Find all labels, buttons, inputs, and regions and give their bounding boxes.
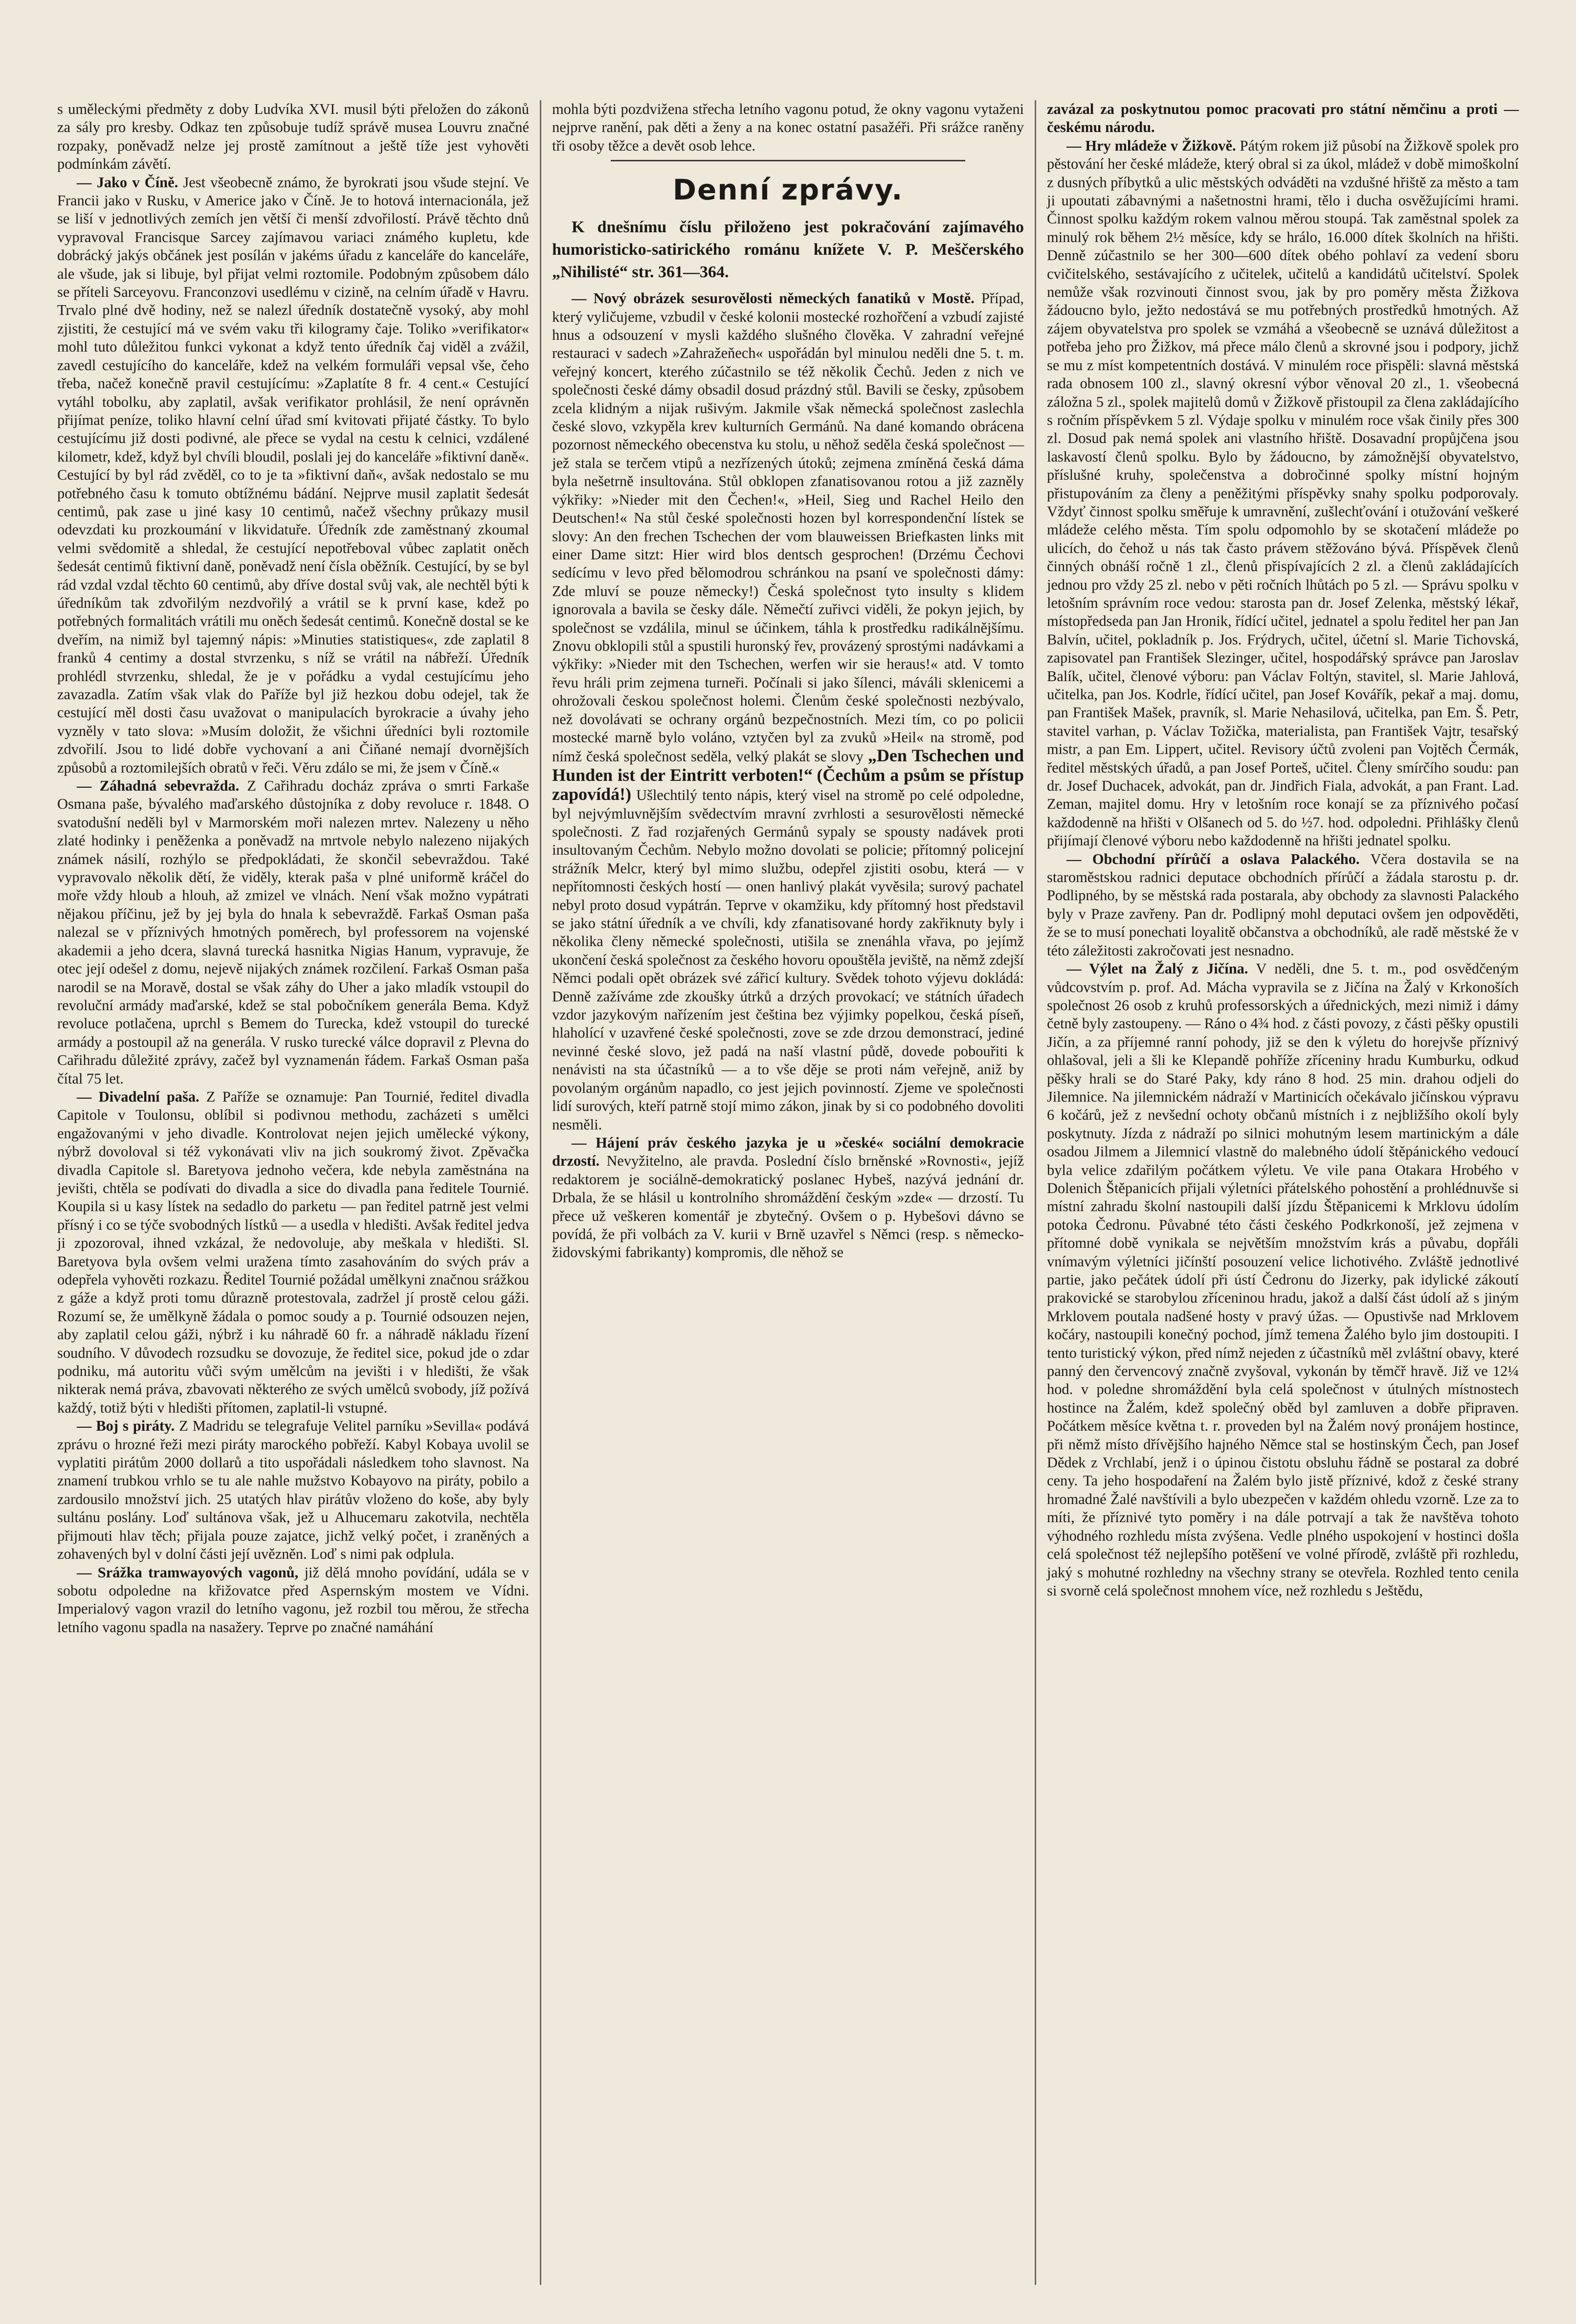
article-paragraph: s uměleckými předměty z doby Ludvíka XVI. musil býti přeložen do zákonů za sály pro kresby. Odkaz ten způsobuje tudíž správě musea Louvru značné rozpaky, poněvadž nelze jej prostě zamítnout a ještě tíže jest vyhověti podmínkám závětí. — [57, 101, 529, 173]
divider — [611, 160, 965, 161]
columns — [46, 100, 1530, 2285]
article-body: Včera dostavila se na staroměstskou radnici deputace obchodních přírůčí a žádala starostu p. dr. Podlipného, by se městská rada postarala, aby obchody za slavnosti Palackého byly v Praze zavřeny. Pan dr. Podlipný mohl deputaci ovšem jen odpověděti, že se to musí ponechati loyalitě občanstva a obchodníků, ale radě městské že v této záležitosti zakročovati jest nesnadno. — [1047, 850, 1519, 959]
article-paragraph — [552, 1134, 1024, 1262]
article-heading: — Záhadná sebevražda. — [77, 777, 240, 795]
article-paragraph — [57, 1088, 529, 1417]
section-title: Denní zprávy. — [672, 173, 904, 207]
placard-translation: (Čechům a psům se přístup zapovídá!) — [552, 765, 1024, 804]
column-3 — [1035, 100, 1530, 2285]
article-body: již dělá mnoho povídání, udála se v sobotu odpoledne na křižovatce před Aspernským mostem ve Vídni. Imperialový vagon vrazil do letního vagonu, jež rozbil tou měrou, že střecha letního vagonu spadla na nasažery. Teprve po značné namáhání — [57, 1564, 529, 1636]
article-paragraph — [1047, 850, 1519, 960]
article-body: Z Cařihradu docház zpráva o smrti Farkaše Osmana paše, bývalého maďarského důstojníka z doby revoluce r. 1848. O svatodušní neděli byl v Marmorském moři nalezen mrtev. Nalezeny u něho zlaté hodinky i peněženka a poněvadž na mrtvole nebylo nalezeno nijakých známek násilí, rozhýlo se předpokládati, že skončil sebevraždou. Také vypravovalo několik dětí, že viděly, kterak paša v plné uniformě kráčel do moře vždy hloub a hlouh, až zmizel ve vlnách. Není však možno vypátrati nějakou příčinu, jež by jej byla do hnala k sebevraždě. Farkaš Osman paša nalezal se v příznivých hmotných poměrech, byl professorem na vojenské akademii a jeho dcera, slavná turecká hasnitka Nigias Hanum, vypravuje, že otec její odešel z domu, nejevě nijakých známek rozčilení. Farkaš Osman paša narodil se na Moravě, dostal se však záhy do Uher a jako mladík vstoupil do revoluční armády maďarské, kdež se stal pobočníkem generála Bema. Když revoluce potlačena, uprchl s Bemem do Turecka, kdež vstoupil do turecké armády a postoupil až na generála. V rusko turecké válce dopravil z Plevna do Cařihradu důležité zprávy, začež byl vyznamenán řádem. Farkaš Osman paša čítal 75 let. — [57, 777, 529, 1087]
article-body: Pátým rokem již působí na Žižkově spolek pro pěstování her české mládeže, který obral si za úkol, mládež v době mimoškolní z dusných příbytků a ulic městských odváděti na vzdušné hřiště za město a tam ji upoutati zábavnými a našetnostni hrami, tělo i ducha osvěžujícími hrami. Činnost spolku každým rokem valnou měrou stoupá. Tak zaměstnal spolek za minulý rok během 2½ měsíce, kdy se hrálo, 16.000 dítek školních na hřišti. Denně zúčastnilo se her 300—600 dítek obého pohlaví za vedení sboru cvičitelského, sestávajícího z učitelek, učitelů a kandidátů učitelství. Spolek nemůže však rozvinouti činnost svou, jak by pro poměry města Žižkova žádoucno bylo, ježto nedostává se mu potřebných prostředků hmotných. Až zájem obyvatelstva pro spolek se vzmáhá a všeobecně se uznává důležitost a potřeba jeho pro Žižkov, má přece málo členů a skrovné jsou i podpory, jichž se mu z míst kompetentních dostává. V minulém roce přispěli: slavná městská rada obnosem 100 zl., slavný okresní výbor věnoval 20 zl., 1. všeobecná záložna 5 zl., spolek majitelů domů v Žižkově přistoupil za člena zakládajícího s ročním příspěvkem 5 zl. Výdaje spolku v minulém roce však činily přes 300 zl. Dosud pak nemá spolek ani vlastního hřiště. Dosavadní propůjčena jsou laskavostí členů spolku. Bylo by žádoucno, by zámožnější obyvatelstvo, příslušné kruhy, společenstva a dobročinné spolky místní hojným přistupováním za členy a peněžitými příspěvky snahy spolku podporovaly. Vždyť činnost spolku směřuje k umravnění, zušlechťování i otužování veškeré mládeže celého města. Tím spolu odpomohlo by se skotačení mládeže po ulicích, do čehož u nás tak často právem stěžováno bývá. Příspěvek členů činných obnáší ročně 1 zl., členů přispívajících 2 zl. a členů zakládajících jednou pro vždy 25 zl. nebo v pěti ročních lhůtách po 5 zl. — Správu spolku v letošním správním roce vedou: starosta pan dr. Josef Zelenka, městský lékař, místopředseda pan Jan Hronik, řídící učitel, jednatel a spolu ředitel her pan Jan Balvín, učitel, pokladník p. Jos. Frýdrych, učitel, účetní sl. Marie Tichovská, zapisovatel pan František Slezinger, učitel, hospodářský správce pan Jaroslav Balík, učitel, členové výboru: pan Václav Foltýn, stavitel, sl. Marie Jahlová, učitelka, pan Jos. Kodrle, řídící učitel, pan Josef Kovářík, pekař a maj. domu, pan František Mašek, pravník, sl. Marie Nehasilová, učitelka, pan Em. Š. Petr, stavitel varhan, p. Václav Tožička, materialista, pan František Vajtr, tesařský mistr, a pan Em. Lippert, učitel. Revisory účtů zvoleni pan Vojtěch Čermák, ředitel městských úřadů, a pan Josef Porteš, učitel. Členy smírčího soudu: pan dr. Josef Duchacek, advokát, pan dr. Jindřich Fiala, advokát, a pan Frant. Lad. Zeman, majitel domu. Hry v letošním roce konají se za příznivého počasí každodenně na hřišti v Olšanech od 5. do ½7. hod. odpoledni. Přihlášky členů přijímají členové výboru nebo každodenně na hřišti jednatel spolku. — [1047, 137, 1519, 849]
article-paragraph — [57, 777, 529, 1088]
article-heading: — Hájení práv českého jazyka je u »české« sociální demokracie drzostí. — [552, 1134, 1024, 1170]
article-body: V neděli, dne 5. t. m., pod osvědčeným vůdcovstvím p. prof. Ad. Mácha vypravila se z Jičína na Žalý v Krkonoších společnost 26 osob z kruhů professorských a úřednických, mezi nimiž i dámy četně byly zastoupeny. — Ráno o 4¾ hod. z části povozy, z části pěšky opustili Jičín, a za příjemné ranní pohody, již se den k výletu do horejvše příznivý ohlašoval, jeli a šli ke Klepandě pohříže zříceniny hradu Kumburku, odkud pěšky hrali se do Staré Paky, kdy ráno 8 hod. 25 min. drahou odjeli do Jilemnice. Na jilemnickém nádraží v Martinicích očekávalo jičínskou výpravu 6 kočárů, jež z nevšední ochoty občanů místních i z nejbližšího okolí byly poskytnuty. Jízda z nádraží po silnici mohutným lesem martinickým a dále osadou Jilmem a Jilemnicí vlastně do malebného údolí štěpánického vedoucí byla velice zdařilým počátkem výletu. Ve vile pana Otakara Hrobého v Dolenich Štěpanicích přijali výletníci přátelského pohostění a prohlédnuvše si místní zahradu školní nastoupili další jízdu Štěpanicemi k Mrklovu údolím potoka Čedronu. Půvabné této části českého Podkrkonoší, jež zejmena v přítomné době vynikala se největším množstvím krás a půvabu, dopřáli vnímavým výletníci jičínští posouzení velice lichotivého. Zvláště jednotlivé partie, jako pečátek údolí při ústí Čedronu do Jizerky, pak idylické zákoutí prakovické se starobylou zříceninou hradu, jakož a další část údolí až s jiným Mrklovem poutala nadšené hosty v pravý úžas. — Opustivše nad Mrklovem kočáry, nastoupili konečný pochod, jímž temena Žalého bylo jim dostoupiti. I tento turistický výkon, před nímž nejeden z účastníků měl zvláštní obavy, které panný den červencový značně zvyšoval, vykonán by těmčř hravě. Již ve 12¼ hod. v poledne shromáždění byla celá společnost v útulných místnostech hostince na Žalém, kdež společný oběd byl zamluven a dobře připraven. Počátkem měsíce května t. r. proveden byl na Žalém nový pronájem hostince, při němž místo dřívějšího hajného Němce stal se hostinským Čech, pan Josef Dědek z Vrchlabí, jenž i o úpinou čistotu obsluhu řádně se postaral za dobré ceny. Ta jeho hospodaření na Žalém bylo jistě příznivé, kdož z české strany hromadné Žalé navštívili a bylo ubezpečen v každém ohledu vzorně. Lze za to míti, že příznivé tyto poměry i na dále potrvají a tak že navštěva tohoto výhodného rozhledu místa zvýšena. Vedle plného uspokojení v hostinci došla celá společnost též nejlepšího potěšení ve volné přírodě, zvláště při rozhledu, jaký s mohutné rozhledny na všechny strany se otevřela. Rozhled tento cenila si svorně celá společnost mnohem více, než rozhledu s Ještědu, — [1047, 960, 1519, 1599]
article-body: Ušlechtilý tento nápis, který visel na stromě po celé odpoledne, byl nejvýmluvnějším svědectvím mravní zvrhlosti a sesurovělosti německé společnosti. Z řad rozjařených Germánů sypaly se spousty nadávek proti insultovaným Čechům. Nebylo možno dovolati se policie; přítomný policejní strážník Melcr, který byl mimo službu, odepřel zjistiti osobu, která — v nepřítomnosti českých hostí — onen hanlivý plakát vyvěsila; surový pachatel nebyl proto dosud vypátrán. Teprve v okamžiku, kdy přítomný host představil se jako státní úředník a ve chvíli, kdy zfanatisované hordy zakřiknuty byly i několika členy německé společnosti, utišila se znenáhla vřava, po jejímž ukončení česká společnost za českého hovoru opouštěla jeviště, na němž zdejší Němci podali opět obrázek své zářicí kultury. Svědek tohoto výjevu dokládá: Denně zažíváme zde zkoušky útrků a drzých provokací; ve státních úřadech vzdor jazykovým nařízením jest čeština bez výjimky popelkou, česká píseň, hlaholící v uzavřené české společnosti, zove se zde drzou demonstrací, jediné nevinné české slovo, jež padá na naší vlastní půdě, dovede pobouřiti k nenávisti na sta účastníků — a to vše děje se proti nám veřejně, aniž by povolaným orgánům napadlo, co jest jejich povinností. Zjeme ve společnosti lidí surových, kteří patrně stojí mimo zákon, jinak by si co podobného dovoliti nesměli. — [552, 787, 1024, 1133]
article-paragraph — [1047, 960, 1519, 1600]
article-heading: — Obchodní přírůčí a oslava Palackého. — [1066, 850, 1360, 867]
article-paragraph — [57, 174, 529, 777]
article-paragraph: mohla býti pozdvižena střecha letního vagonu potud, že okny vagonu vytaženi nejprve ranění, pak děti a ženy a na konec ostatní pasažéři. Při srážce raněny tři osoby těžce a devět osob lehce. — [552, 101, 1024, 154]
article-paragraph — [552, 289, 1024, 1134]
article-body: Jest všeobecně známo, že byrokrati jsou všude stejní. Ve Francii jako v Rusku, v Americe jako v Číně. Je to hotová internacionála, jež se liší v jednotlivých zemích jen větší či menší zdvořilostí. Právě těchto dnů vypravoval Francisque Sarcey zajímavou variaci známého kupletu, kde dobrácký jakýs občánek jest posílán v jakéms úřadu z kanceláře do kanceláře, ale všude, jak si libuje, byl přijat velmi roztomile. Podobným způsobem dálo se příteli Sarceyovu. Franconzovi usedlému v cizině, na celním úřadě v Havru. Trvalo plné dvě hodiny, než se nalezl úředník dostatečně vysoký, aby mohl zjistiti, že cestující má ve svém vaku tři kilogramy čaje. Toliko »verifikator« mohl tuto důležitou funkci vykonat a když tento úředník čaj viděl a zvážil, zavedl cestujícího do kanceláře, kdež na velkém formuláři vepsal vše, čeho třeba, načež konečně pravil cestujícímu: »Zaplatíte 8 fr. 4 cent.« Cestující vytáhl tobolku, aby zaplatil, avšak verifikator prohlásil, že není oprávněn přijímat peníze, toliko hlavní celní úřad smí kvitovati přijaté částky. To bylo cestujícímu již dosti podivné, ale přece se vydal na cestu k celnici, vzdálené kilometr, kdež, když byl chvíli bloudil, poslali jej do kanceláře »fiktivní daně«. Cestující by byl rád zvěděl, co to je ta »fiktivní daň«, avšak nedostalo se mu potřebného času k tomuto obtížnému bádání. Nejprve musil zaplatit šedesát centimů, pak zase u jiné kasy 10 centimů, načež všechny průkazy musil odevzdati ku prozkoumání v likvidatuře. Úředník zde zaměstnaný zkoumal velmi svědomitě a shledal, že cestující nepotřeboval vůbec zaplatit oněch šedesát centimů fiktivní daně, poněvadž není čísla oběžník. Cestující, by se byl rád vzdal vzdal těchto 60 centimů, aby dříve dostal svůj vak, ale nechtěl býti k úředníkům tak zdvořilým nezdvořilý a vrátil se k první kase, kdež po potřebných formalitách vrátili mu oněch šedesát centimů. Konečně dostal se ke dveřím, na nimiž byl tajemný nápis: »Minuties statistiques«, zde zaplatil 8 franků 4 centimy a dostal stvrzenku, s níž se vrátil na nábřeží. Úředník prohlédl stvrzenku, shledal, že je v pořádku a vydal cestujícímu jeho zavazadla. Zatím však vlak do Paříže byl již hezkou dobu odejel, tak že cestující měl dosti času uvažovat o manipulacích byrokracie a úvahy jeho vyzněly v tato slova: »Musím doložit, že všichni úředníci byli roztomile zdvořilí. Jsou to lidé dobře vychovaní a ani Čiňané nemají dvornějších způsobů a roztomilejších obratů v řeči. Věru zdálo se mi, že jsem v Číně.« — [57, 174, 529, 776]
article-body: Z Madridu se telegrafuje Velitel parníku »Sevilla« podává zprávu o hrozné řeži mezi piráty marockého pobřeží. Kabyl Kobaya uvolil se vyplatiti pirátům 2000 dollarů a tito uspořádali následkem toho slavnost. Na znamení trubkou vrhlo se tu ale nahle mužstvo Kobayovo na piráty, pobilo a zardousilo množství jich. 25 utatých hlav pirátův vloženo do koše, aby byly sultánu poslány. Loď sultánova však, jež u Alhucemaru zakotvila, nechtěla přijmouti hlav těch; přijala pouze zajatce, jichž velký počet, i zraněných a zohavených byl v dolní části její uvězněn. Loď s nimi pak odplula. — [57, 1417, 529, 1563]
article-heading: — Srážka tramwayových vagonů, — [77, 1564, 299, 1581]
article-paragraph: zavázal za poskytnutou pomoc pracovati pro státní němčinu a proti — českému národu. — [1047, 101, 1519, 136]
article-paragraph — [57, 1564, 529, 1637]
article-heading: — Nový obrázek sesurovělosti německých fanatiků v Mostě. — [572, 290, 975, 307]
article-body: Nevyžitelno, ale pravda. Poslední číslo brněnské »Rovnosti«, jejíž redaktorem je sociálně-demokratický poslanec Hybeš, nazývá jednání dr. Drbala, že se hlásil u kontrolního shromáždění českým »zde« — drzostí. Tu přece už veškeren komentář je zbytečný. Ovšem o p. Hybešovi dávno se povídá, že při volbách za V. kurii v Brně uzavřel s Němci (resp. s německo-židovskými fabrikanty) kompromis, dle něhož se — [552, 1152, 1024, 1261]
supplement-notice: K dnešnímu číslu přiloženo jest pokračování zajímavého humoristicko-satirického románu knížete V. P. Meščerského „Nihilisté“ str. 361—364. — [552, 218, 1024, 282]
placard-text: „Den Tschechen und Hunden ist der Eintritt verboten!“ — [552, 746, 1024, 785]
column-1 — [46, 100, 540, 2285]
article-heading: — Jako v Číně. — [77, 174, 178, 191]
article-heading: — Výlet na Žalý z Jičína. — [1066, 960, 1248, 977]
article-paragraph — [57, 1417, 529, 1563]
article-heading: — Boj s piráty. — [77, 1417, 175, 1435]
article-body: Případ, který vyličujeme, vzbudil v české kolonii mostecké rozhořčení a vzbudí zajisté hnus a odsouzení v mysli každého slušného člověka. V zahradní veřejné restauraci v sadech »Zahražeňech« uspořádán byl minulou neděli dne 5. t. m. veřejný koncert, kterého zúčastnilo se též několik Čechů. Jeden z nich ve společnosti české dámy obsadil dosud prázdný stůl. Bavili se česky, způsobem zcela klidným a nijak rušivým. Jakmile však německá společnost zaslechla české slovo, vzkypěla krev kulturních Germánů. Na dané komando obrácena pozornost německého obecenstva ku stolu, u něhož seděla česká společnost — jež stala se terčem vtipů a nezřízených útoků; zejmena zmíněná česká dáma byla nešetrně insultována. Stůl obklopen zfanatisovanou rotou a již zazněly výkřiky: »Nieder mit den Čechen!«, »Heil, Sieg und Rachel Heilo den Deutschen!« Na stůl české společnosti hozen byl korrespondenční lístek se slovy: An den frechen Tschechen der vom blauweissen Briefkasten links mit einer Dame sitzt: Hier wird blos dentsch gesprochen! (Drzému Čechovi sedícímu v levo před bělomodrou schránkou na psaní ve společnosti dámy: Zde mluví se pouze německy!) Česká společnost tyto insulty s klidem ignorovala a bavila se česky dále. Němečtí zuřivci viděli, že pokyn jejich, by společnost se vzdálila, minul se účinkem, táhla k prostředku radikálnějšímu. Znovu obklopili stůl a spustili huronský řev, provázený sprostými nadávkami a výkřiky: »Nieder mit den Tschechen, werfen wir sie heraus!« atd. V tomto řevu hráli prim zejmena turneři. Počínali si jako šílenci, máváli sklenicemi a ohrožovali českou společnost holemi. Členům české společnosti nezbývalo, než dovolávati se ochrany orgánů bezpečnostních. Mezi tím, co po policii mostecké marně bylo voláno, vztyčen byl za zvuků »Heil« na stromě, pod nímž česká společnost seděla, velký plakát se slovy — [552, 290, 1024, 765]
article-heading: — Hry mládeže v Žižkově. — [1066, 137, 1236, 154]
article-heading: — Divadelní paša. — [77, 1088, 200, 1105]
column-2 — [540, 100, 1035, 2285]
article-paragraph — [1047, 137, 1519, 850]
article-body: Z Paříže se oznamuje: Pan Tournié, ředitel divadla Capitole v Toulonsu, oblíbil si podivnou methodu, zacházeti s umělci engažovanými v jeho divadle. Kontrolovat nejen jejich umělecké výkony, nýbrž dovoloval si též vykonávati vliv na jich soukromý život. Zpěvačka divadla Capitole sl. Baretyova jednoho večera, kde nebyla zaměstnána na jevišti, chtěla se podívati do divadla a sice do divadla pana ředitele Tournié. Koupila si u kasy lístek na sedadlo do parketu — pan ředitel patrně jest velmi přísný i co se týče svobodných lístků — a usedla v hledišti. Avšak ředitel jedva ji zpozoroval, ihned vzkázal, že nedovoluje, aby meškala v hledišti. Sl. Baretyova byla ovšem velmi uražena tímto zasahováním do svých práv a odepřela vyhověti rozkazu. Ředitel Tournié požádal umělkyni značnou srážkou z gáže a když proti tomu důrazně protestovala, zadržel jí prostě celou gáži. Rozumí se, že umělkyně žádala o pomoc soudy a p. Tournié odsouzen nejen, aby zaplatil celou gáži, nýbrž i ku náhradě 60 fr. a náhradě nákladu řízení soudního. V důvodech rozsudku se dovozuje, že ředitel sice, pokud jde o zdar podniku, má autoritu vůči svým umělcům na jevišti i v hledišti, že však nikterak nemá práva, zbavovati některého ze svých umělců svobody, jíž požívá každý, totiž býti v hledišti přítomen, zaplatil-li vstupné. — [57, 1088, 529, 1416]
